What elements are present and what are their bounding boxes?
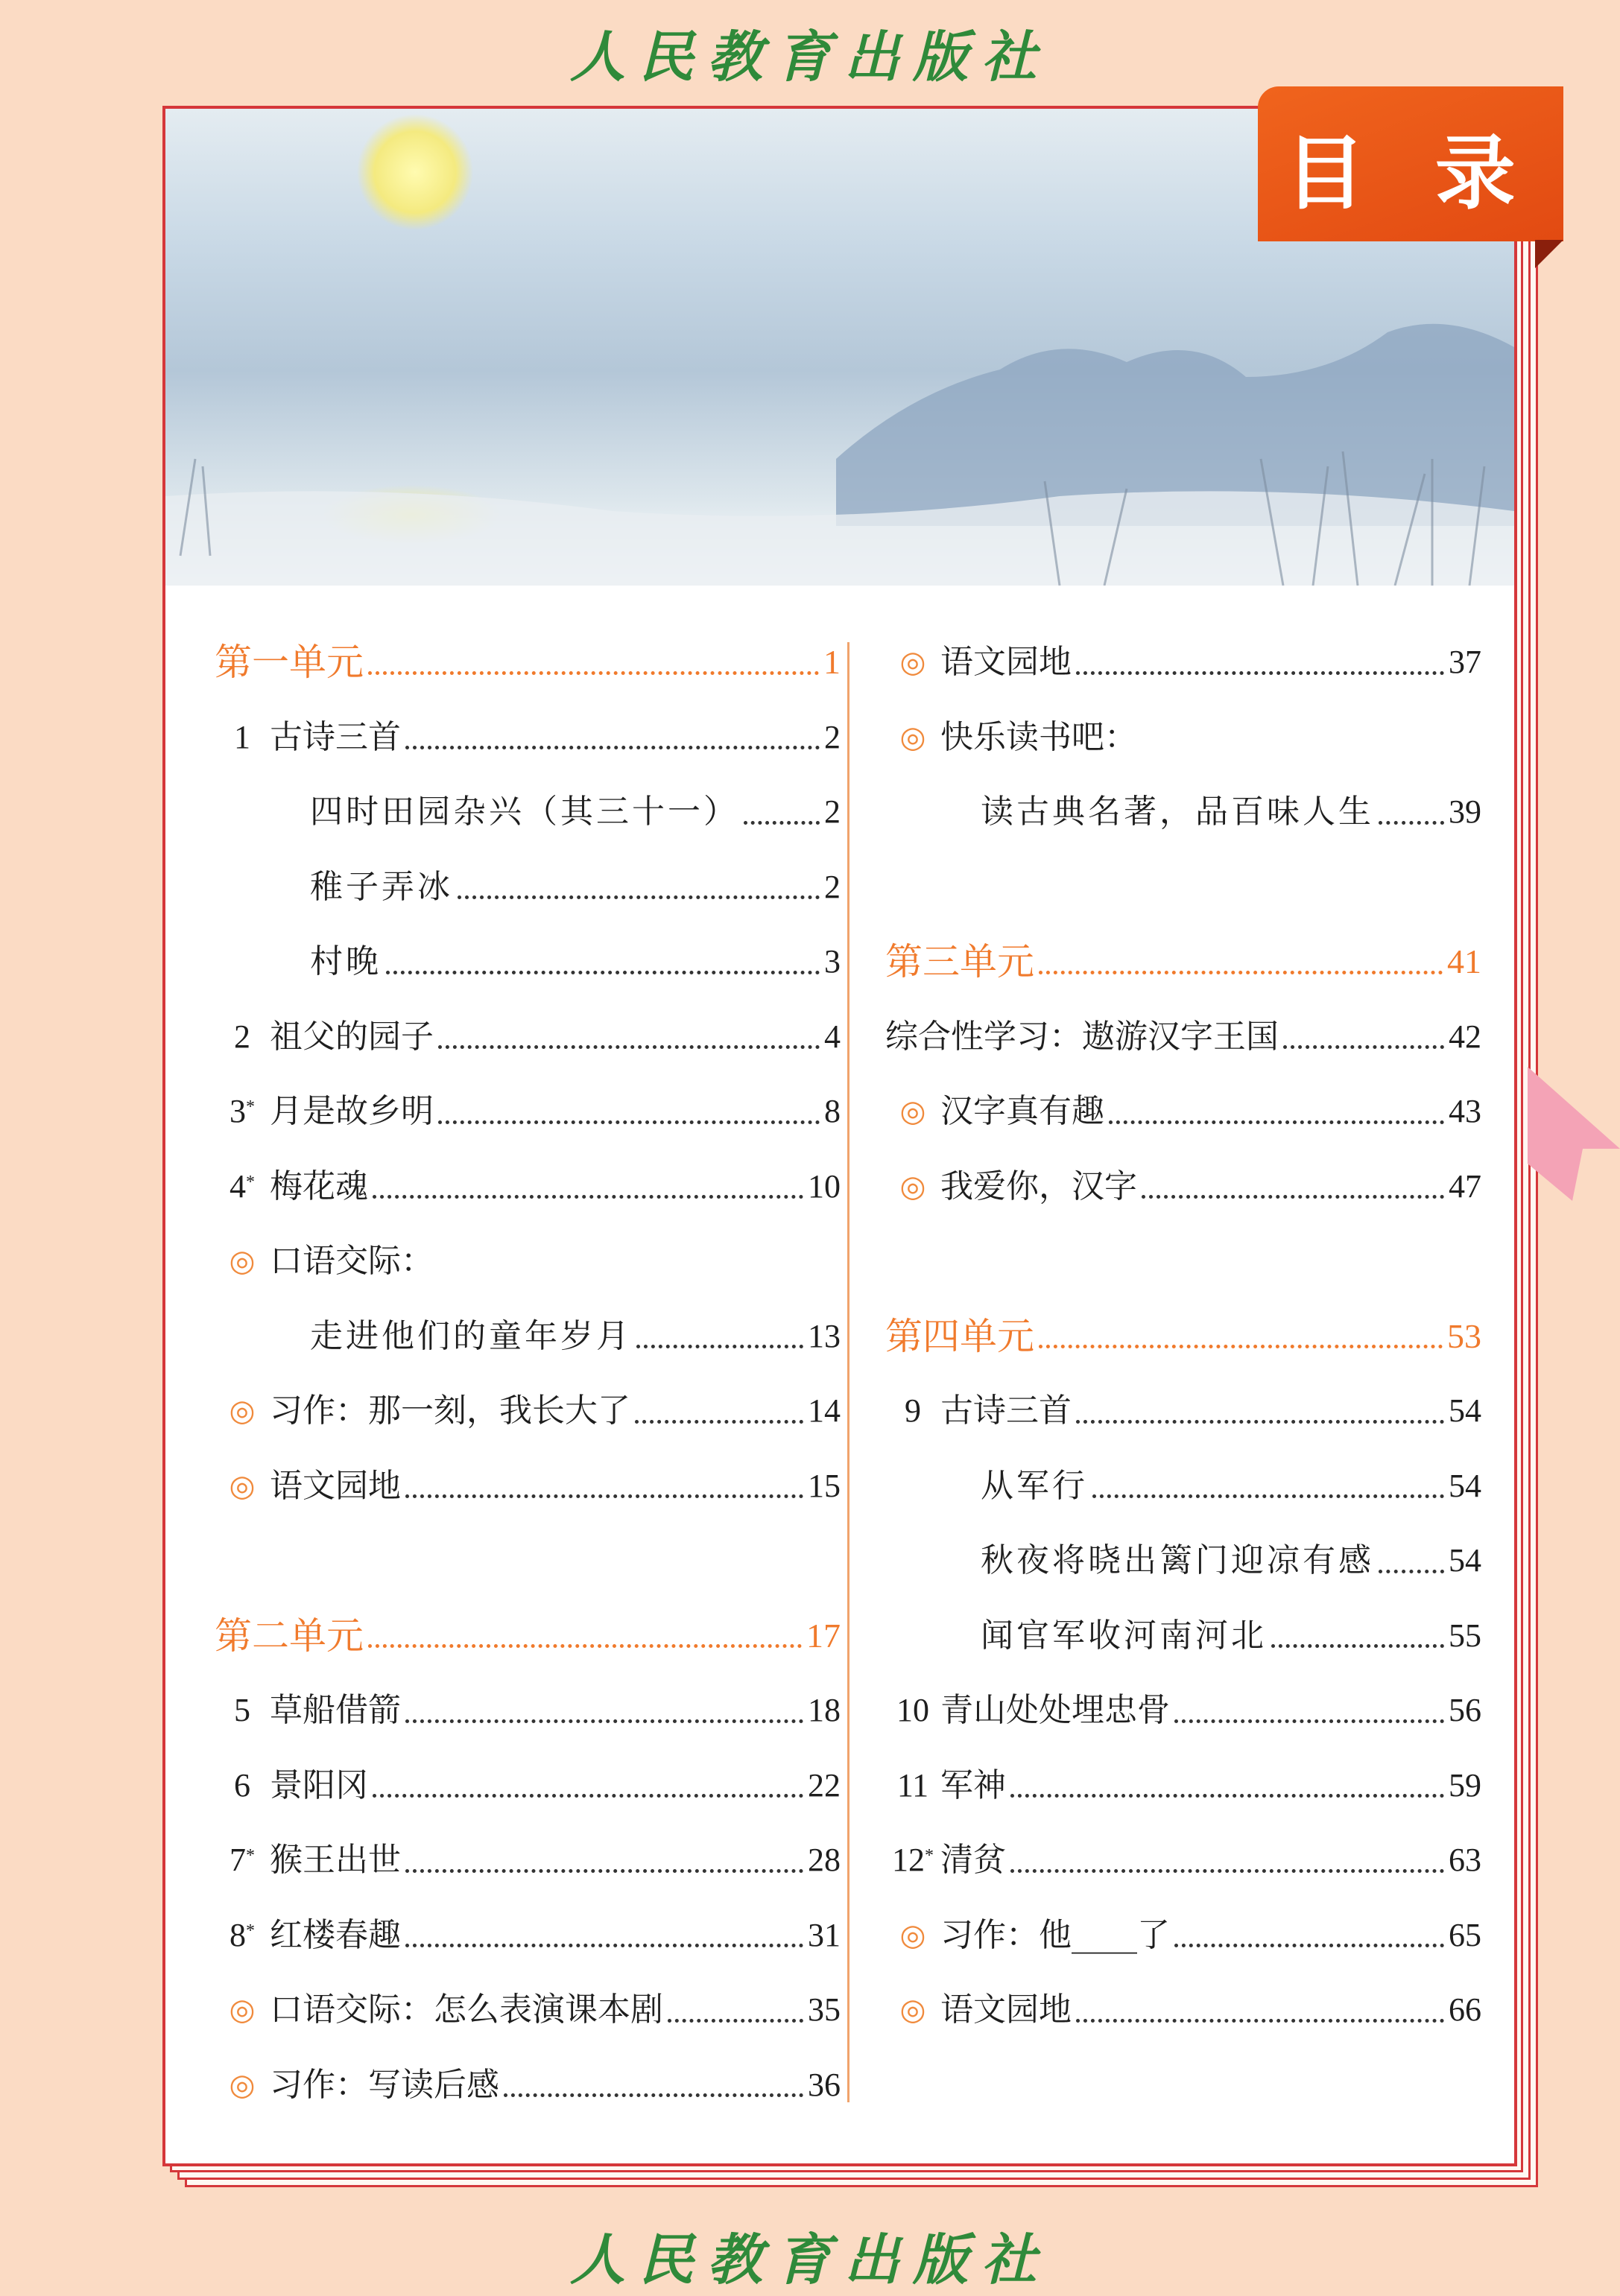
toc-entry[interactable] bbox=[215, 1229, 841, 1293]
page-number: 4 bbox=[824, 1018, 841, 1055]
toc-entry[interactable] bbox=[215, 2053, 841, 2117]
toc-entry[interactable] bbox=[215, 1454, 841, 1518]
toc-entry[interactable] bbox=[215, 780, 841, 844]
toc-entry[interactable] bbox=[885, 1079, 1481, 1144]
entry-title: 月是故乡明 bbox=[270, 1092, 434, 1130]
lesson-number: 5 bbox=[234, 1692, 250, 1728]
page-number: 17 bbox=[806, 1616, 841, 1655]
page-number: 56 bbox=[1449, 1692, 1481, 1728]
entry-title: 习作：他____了 bbox=[940, 1915, 1170, 1954]
toc-entry[interactable] bbox=[215, 1079, 841, 1144]
toc-entry[interactable] bbox=[215, 1828, 841, 1892]
dot-leader bbox=[438, 1120, 820, 1124]
page-number: 35 bbox=[808, 1991, 841, 2028]
dot-leader bbox=[458, 895, 820, 899]
page-number: 47 bbox=[1449, 1167, 1481, 1205]
entry-title: 清贫 bbox=[940, 1841, 1006, 1879]
entry-title: 军神 bbox=[940, 1766, 1006, 1804]
toc-entry[interactable] bbox=[885, 1155, 1481, 1219]
toc-entry[interactable] bbox=[215, 1379, 841, 1443]
dot-leader bbox=[405, 1494, 803, 1498]
dot-leader bbox=[438, 1045, 820, 1049]
lesson-number: 10 bbox=[896, 1692, 929, 1728]
dot-leader bbox=[1109, 1120, 1444, 1124]
toc-entry[interactable] bbox=[885, 1678, 1481, 1742]
page-number: 42 bbox=[1449, 1018, 1481, 1055]
toc-entry[interactable] bbox=[885, 1379, 1481, 1443]
entry-title: 景阳冈 bbox=[270, 1766, 368, 1804]
page-number: 37 bbox=[1449, 644, 1481, 680]
entry-title: 语文园地 bbox=[940, 643, 1072, 681]
toc-entry[interactable] bbox=[215, 1978, 841, 2042]
entry-title: 我爱你，汉字 bbox=[940, 1167, 1137, 1205]
entry-title: 古诗三首 bbox=[270, 717, 401, 756]
dot-leader bbox=[405, 1944, 803, 1947]
toc-header-tab bbox=[1258, 86, 1563, 241]
dot-leader bbox=[1010, 1794, 1444, 1798]
dot-leader bbox=[1076, 2019, 1444, 2023]
page-number: 2 bbox=[824, 868, 841, 905]
dot-leader bbox=[405, 1719, 803, 1723]
entry-title: 村晚 bbox=[310, 942, 382, 980]
toc-entry[interactable] bbox=[215, 1678, 841, 1742]
page-number: 54 bbox=[1449, 1467, 1481, 1504]
dot-leader bbox=[1076, 1420, 1444, 1424]
dot-leader bbox=[668, 2019, 803, 2023]
toc-entry[interactable] bbox=[885, 705, 1481, 770]
dot-leader bbox=[368, 671, 819, 675]
toc-entry[interactable] bbox=[215, 855, 841, 919]
lesson-number: 2 bbox=[234, 1018, 250, 1055]
entry-title: 读古典名著，品百味人生 bbox=[981, 793, 1374, 831]
page-number: 54 bbox=[1449, 1542, 1481, 1579]
entry-title: 综合性学习：遨游汉字王国 bbox=[885, 1017, 1279, 1056]
dot-leader bbox=[635, 1420, 803, 1424]
page-number: 22 bbox=[808, 1766, 841, 1804]
circle-bullet-icon: ◎ bbox=[229, 1394, 256, 1428]
toc-entry[interactable] bbox=[215, 1005, 841, 1069]
page-number: 28 bbox=[808, 1842, 841, 1878]
publisher-logo-top: 人民教育出版社 bbox=[570, 25, 1050, 89]
page-number: 8 bbox=[824, 1093, 841, 1129]
circle-bullet-icon: ◎ bbox=[899, 1169, 926, 1204]
lesson-number: 4* bbox=[230, 1167, 255, 1205]
toc-page bbox=[162, 106, 1517, 2166]
page-number: 39 bbox=[1449, 793, 1481, 830]
circle-bullet-icon: ◎ bbox=[899, 645, 926, 679]
page-number: 31 bbox=[808, 1916, 841, 1953]
lesson-number: 8* bbox=[230, 1916, 255, 1953]
entry-title: 语文园地 bbox=[940, 1991, 1072, 2029]
entry-title: 稚子弄冰 bbox=[310, 867, 453, 906]
entry-title: 祖父的园子 bbox=[270, 1017, 434, 1056]
dot-leader bbox=[368, 1644, 802, 1648]
dot-leader bbox=[1142, 1195, 1444, 1199]
dot-leader bbox=[1076, 671, 1444, 675]
dot-leader bbox=[405, 1869, 803, 1873]
entry-title: 口语交际： bbox=[270, 1242, 434, 1280]
page-number: 2 bbox=[824, 793, 841, 830]
toc-entry[interactable] bbox=[215, 1304, 841, 1369]
publisher-logo-bottom: 人民教育出版社 bbox=[570, 2228, 1050, 2292]
entry-title: 梅花魂 bbox=[270, 1167, 368, 1205]
entry-title: 红楼春趣 bbox=[270, 1915, 401, 1954]
page-number: 36 bbox=[808, 2066, 841, 2103]
entry-title: 语文园地 bbox=[270, 1466, 401, 1505]
entry-title: 习作：那一刻，我长大了 bbox=[270, 1392, 630, 1430]
dot-leader bbox=[386, 971, 820, 974]
dot-leader bbox=[1092, 1494, 1444, 1498]
page-number: 15 bbox=[808, 1467, 841, 1504]
toc-entry[interactable] bbox=[885, 1454, 1481, 1518]
self-study-star: * bbox=[246, 1172, 255, 1192]
entry-title: 快乐读书吧： bbox=[940, 717, 1137, 756]
entry-title: 第一单元 bbox=[215, 641, 364, 684]
page-number: 1 bbox=[823, 643, 841, 681]
self-study-star: * bbox=[246, 1097, 255, 1117]
dot-leader bbox=[373, 1195, 803, 1199]
entry-title: 第二单元 bbox=[215, 1614, 364, 1658]
dot-leader bbox=[1174, 1944, 1444, 1947]
entry-title: 古诗三首 bbox=[940, 1392, 1072, 1430]
circle-bullet-icon: ◎ bbox=[229, 1244, 256, 1278]
self-study-star: * bbox=[246, 1921, 255, 1941]
circle-bullet-icon: ◎ bbox=[899, 1993, 926, 2027]
entry-title: 走进他们的童年岁月 bbox=[310, 1316, 632, 1355]
unit-heading[interactable] bbox=[215, 1604, 841, 1668]
lesson-number: 9 bbox=[905, 1392, 921, 1429]
page-number: 59 bbox=[1449, 1766, 1481, 1804]
lesson-number: 1 bbox=[234, 718, 250, 755]
circle-bullet-icon: ◎ bbox=[899, 1094, 926, 1129]
unit-heading[interactable] bbox=[215, 630, 841, 694]
entry-title: 草船借箭 bbox=[270, 1691, 401, 1729]
page-number: 65 bbox=[1449, 1916, 1481, 1953]
dot-leader bbox=[1039, 971, 1443, 974]
entry-title: 青山处处埋忠骨 bbox=[940, 1691, 1170, 1729]
dot-leader bbox=[1271, 1644, 1444, 1648]
tab-fold bbox=[1535, 240, 1563, 268]
page-number: 3 bbox=[824, 943, 841, 980]
entry-title: 闻官军收河南河北 bbox=[981, 1616, 1267, 1655]
unit-heading[interactable] bbox=[885, 1304, 1481, 1369]
dot-leader bbox=[405, 746, 820, 749]
page-number: 54 bbox=[1449, 1392, 1481, 1429]
entry-title: 猴王出世 bbox=[270, 1841, 401, 1879]
toc-entry[interactable] bbox=[215, 1754, 841, 1818]
toc-entry[interactable] bbox=[215, 705, 841, 770]
circle-bullet-icon: ◎ bbox=[229, 1993, 256, 2027]
lesson-number: 6 bbox=[234, 1766, 250, 1804]
entry-title: 汉字真有趣 bbox=[940, 1092, 1104, 1130]
entry-title: 第三单元 bbox=[885, 940, 1034, 983]
circle-bullet-icon: ◎ bbox=[229, 2067, 256, 2102]
toc-entry[interactable] bbox=[885, 1604, 1481, 1668]
page-number: 10 bbox=[808, 1167, 841, 1205]
page-number: 53 bbox=[1447, 1316, 1481, 1355]
dot-leader bbox=[373, 1794, 803, 1798]
toc-title: 目 录 bbox=[1285, 127, 1537, 221]
page-number: 14 bbox=[808, 1392, 841, 1429]
page-number: 63 bbox=[1449, 1842, 1481, 1878]
dot-leader bbox=[1039, 1345, 1443, 1348]
dot-leader bbox=[1174, 1719, 1444, 1723]
entry-title: 秋夜将晓出篱门迎凉有感 bbox=[981, 1541, 1374, 1579]
lesson-number: 11 bbox=[896, 1766, 929, 1804]
page-number: 18 bbox=[808, 1692, 841, 1728]
circle-bullet-icon: ◎ bbox=[899, 720, 926, 755]
toc-entry[interactable] bbox=[885, 1978, 1481, 2042]
entry-title: 第四单元 bbox=[885, 1314, 1034, 1358]
dot-leader bbox=[1010, 1869, 1444, 1873]
dot-leader bbox=[1379, 821, 1444, 825]
lesson-number: 7* bbox=[230, 1842, 255, 1878]
page-number: 2 bbox=[824, 718, 841, 755]
page-number: 43 bbox=[1449, 1093, 1481, 1129]
toc-entry[interactable] bbox=[885, 630, 1481, 694]
toc-entry[interactable] bbox=[885, 1529, 1481, 1593]
toc-entry[interactable] bbox=[885, 1754, 1481, 1818]
column-divider bbox=[847, 642, 849, 2102]
self-study-star: * bbox=[246, 1846, 255, 1865]
unit-heading[interactable] bbox=[885, 930, 1481, 994]
circle-bullet-icon: ◎ bbox=[899, 1918, 926, 1953]
dot-leader bbox=[1379, 1570, 1444, 1573]
self-study-star: * bbox=[925, 1846, 934, 1865]
dot-leader bbox=[504, 2093, 803, 2097]
toc-entry[interactable] bbox=[885, 1903, 1481, 1967]
lesson-number: 12* bbox=[892, 1842, 934, 1878]
entry-title: 从军行 bbox=[981, 1466, 1088, 1505]
entry-title: 四时田园杂兴（其三十一） bbox=[310, 793, 739, 831]
toc-entry[interactable] bbox=[215, 1903, 841, 1967]
toc-entry[interactable] bbox=[885, 780, 1481, 844]
entry-title: 口语交际：怎么表演课本剧 bbox=[270, 1991, 663, 2029]
lesson-number: 3* bbox=[230, 1093, 255, 1129]
page-number: 41 bbox=[1447, 942, 1481, 980]
page-number: 13 bbox=[808, 1317, 841, 1354]
bookmark-icon bbox=[1528, 1067, 1620, 1201]
toc-entry[interactable] bbox=[885, 1828, 1481, 1892]
dot-leader bbox=[744, 821, 820, 825]
dot-leader bbox=[636, 1345, 803, 1348]
entry-title: 习作：写读后感 bbox=[270, 2065, 499, 2104]
dot-leader bbox=[1283, 1045, 1444, 1049]
page-number: 55 bbox=[1449, 1617, 1481, 1654]
toc-entry[interactable] bbox=[215, 930, 841, 994]
circle-bullet-icon: ◎ bbox=[229, 1468, 256, 1503]
toc-entry[interactable] bbox=[885, 1005, 1481, 1069]
toc-entry[interactable] bbox=[215, 1155, 841, 1219]
page-number: 66 bbox=[1449, 1991, 1481, 2028]
